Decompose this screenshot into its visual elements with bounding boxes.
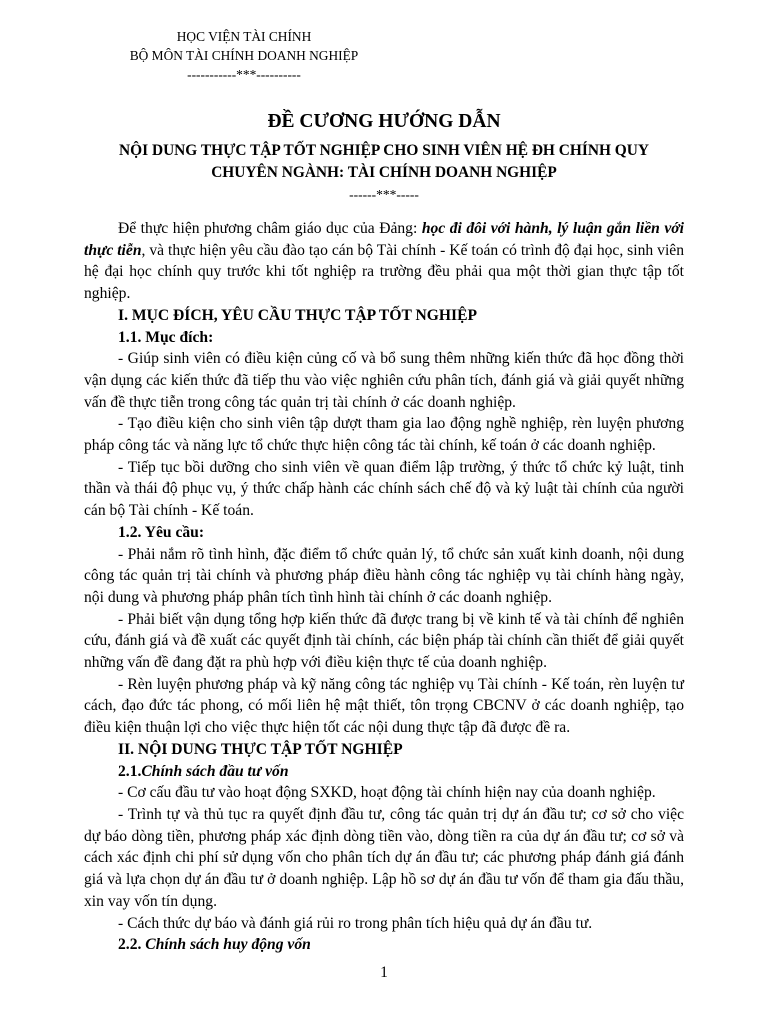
- section-2-1-heading: 2.1.Chính sách đầu tư vốn: [118, 762, 289, 780]
- institution-name: HỌC VIỆN TÀI CHÍNH: [176, 29, 312, 44]
- title-block: [84, 110, 684, 204]
- department-name: BỘ MÔN TÀI CHÍNH DOANH NGHIỆP: [129, 48, 359, 63]
- document-body: [84, 218, 684, 956]
- intro-lead: Để thực hiện phương châm giáo dục của Đảng:: [118, 220, 422, 237]
- section-1-1-paragraph-2: - Tạo điều kiện cho sinh viên tập dượt tham gia lao động nghề nghiệp, rèn luyện phương pháp công tác và năng lực tổ chức thực hiện công tác tài chính, kế toán ở các doanh nghiệp.: [84, 415, 684, 455]
- intro-paragraph: [84, 218, 684, 305]
- page-number: 1: [380, 964, 388, 981]
- section-2-1-paragraph-1: - Cơ cấu đầu tư vào hoạt động SXKD, hoạt động tài chính hiện nay của doanh nghiệp.: [118, 784, 656, 802]
- intro-emphasis: học đi đôi với hành, lý luận gắn liền với thực tiễn: [84, 220, 684, 259]
- section-2-2-heading: 2.2. Chính sách huy động vốn: [118, 936, 311, 954]
- section-1-2-heading: 1.2. Yêu cầu:: [118, 523, 205, 541]
- section-2-1-paragraph-3: - Cách thức dự báo và đánh giá rủi ro trong phân tích hiệu quả dự án đầu tư.: [118, 914, 593, 932]
- title-separator: ------***-----: [349, 187, 419, 202]
- header-separator: -----------***----------: [187, 67, 301, 82]
- section-1-1-paragraph-1: - Giúp sinh viên có điều kiện củng cố và bổ sung thêm những kiến thức đã học đồng thời vận dụng các kiến thức đã tiếp thu vào việc nghiên cứu phân tích, đánh giá và giải quyết những vấn đề thực tiễn trong công tác quản trị tài chính ở các doanh nghiệp.: [84, 350, 684, 411]
- section-2-heading: II. NỘI DUNG THỰC TẬP TỐT NGHIỆP: [118, 740, 403, 758]
- section-1-2-paragraph-2: - Phải biết vận dụng tổng hợp kiến thức đã được trang bị về kinh tế và tài chính để nghiên cứu, đánh giá và đề xuất các quyết định tài chính, các biện pháp tài chính cần thiết để giải quyết những vấn đề đang đặt ra phù hợp với điều kiện thực tế của doanh nghiệp.: [84, 610, 684, 672]
- document-title: ĐỀ CƯƠNG HƯỚNG DẪN: [267, 111, 501, 132]
- section-1-2-paragraph-1: - Phải nắm rõ tình hình, đặc điểm tổ chức quản lý, tổ chức sản xuất kinh doanh, nội dung công tác quản trị tài chính và phương pháp điều hành công tác nghiệp vụ tài chính hàng ngày, nội dung và phương pháp phân tích tình hình tài chính ở các doanh nghiệp.: [84, 545, 684, 606]
- section-2-1-paragraph-2: - Trình tự và thủ tục ra quyết định đầu tư, công tác quản trị dự án đầu tư; cơ sở cho việc dự báo dòng tiền, phương pháp xác định dòng tiền vào, dòng tiền ra của dự án đầu tư; cơ sở và cách xác định chi phí sử dụng vốn cho phân tích dự án đầu tư; các phương pháp đánh giá đánh giá và lựa chọn dự án đầu tư ở doanh nghiệp. Lập hồ sơ dự án đầu tư vốn để tham gia đấu thầu, xin vay vốn tín dụng.: [84, 805, 684, 910]
- section-2-1-heading-text: Chính sách đầu tư vốn: [141, 762, 289, 780]
- section-1-heading: I. MỤC ĐÍCH, YÊU CẦU THỰC TẬP TỐT NGHIỆP: [118, 306, 477, 324]
- section-1-1-paragraph-3: - Tiếp tục bồi dưỡng cho sinh viên về quan điểm lập trường, ý thức tổ chức kỷ luật, tinh thần và thái độ phục vụ, ý thức chấp hành các chính sách chế độ và kỷ luật tài chính của người cán bộ Tài chính - Kế toán.: [84, 458, 684, 520]
- intro-rest: , và thực hiện yêu cầu đào tạo cán bộ Tài chính - Kế toán có trình độ đại học, sinh viên hệ đại học chính quy trước khi tốt nghiệp ra trường đều phải qua một thời gian thực tập tốt nghiệp.: [84, 241, 684, 303]
- section-2-2-heading-text: Chính sách huy động vốn: [145, 936, 311, 954]
- section-1-1-heading: 1.1. Mục đích:: [118, 328, 214, 346]
- section-1-2-paragraph-3: - Rèn luyện phương pháp và kỹ năng công tác nghiệp vụ Tài chính - Kế toán, rèn luyện tư cách, đạo đức tác phong, có mối liên hệ mật thiết, tôn trọng CBCNV ở các doanh nghiệp, tạo điều kiện thuận lợi cho việc thực hiện tốt các nội dung thực tập đã được đề ra.: [84, 675, 684, 737]
- subtitle-line-2: CHUYÊN NGÀNH: TÀI CHÍNH DOANH NGHIỆP: [211, 164, 557, 181]
- subtitle-line-1: NỘI DUNG THỰC TẬP TỐT NGHIỆP CHO SINH VIÊN HỆ ĐH CHÍNH QUY: [119, 142, 649, 159]
